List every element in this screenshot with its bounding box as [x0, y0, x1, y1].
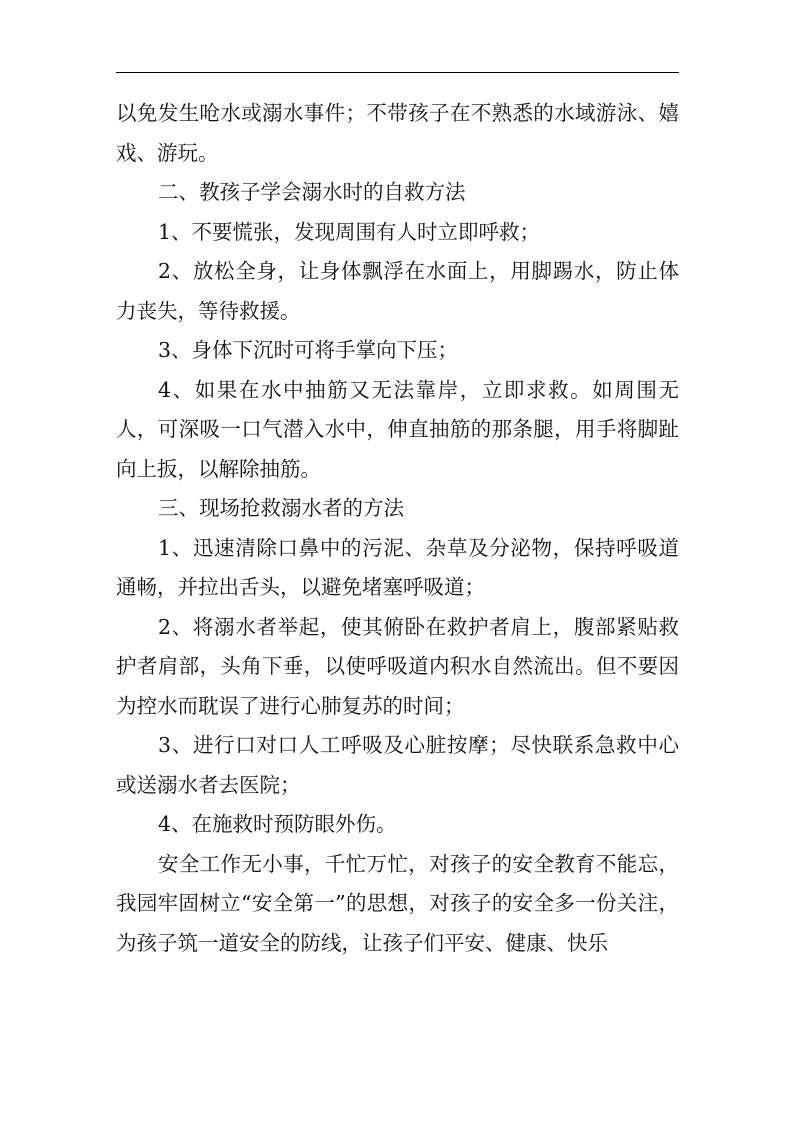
paragraph: 3、身体下沉时可将手掌向下压；	[158, 338, 459, 362]
paragraph: 2、将溺水者举起，使其俯卧在救护者肩上，腹部紧贴救护者肩部，头角下垂，以使呼吸道内积水自然流出。但不要因为控水而耽误了进行心肺复苏的时间；	[116, 614, 679, 718]
paragraph: 3、进行口对口人工呼吸及心脏按摩；尽快联系急救中心或送溺水者去医院；	[116, 733, 679, 797]
paragraph: 4、在施救时预防眼外伤。	[158, 812, 397, 836]
section-heading: 三、现场抢救溺水者的方法	[158, 496, 404, 520]
paragraph: 4、如果在水中抽筋又无法靠岸，立即求救。如周围无人，可深吸一口气潜入水中，伸直抽筋的那条腿，用手将脚趾向上扳，以解除抽筋。	[116, 377, 679, 481]
paragraph: 安全工作无小事，千忙万忙，对孩子的安全教育不能忘，我园牢固树立“安全第一”的思想，对孩子的安全多一份关注，为孩子筑一道安全的防线，让孩子们平安、健康、快乐	[116, 851, 679, 955]
section-heading: 二、教孩子学会溺水时的自救方法	[158, 180, 466, 204]
document-body	[116, 94, 679, 963]
paragraph: 1、不要慌张，发现周围有人时立即呼救；	[158, 219, 541, 244]
paragraph: 1、迅速清除口鼻中的污泥、杂草及分泌物，保持呼吸道通畅，并拉出舌头，以避免堵塞呼吸道；	[116, 535, 679, 599]
paragraph: 以免发生呛水或溺水事件；不带孩子在不熟悉的水域游泳、嬉戏、游玩。	[116, 101, 679, 165]
paragraph: 2、放松全身，让身体飘浮在水面上，用脚踢水，防止体力丧失，等待救援。	[116, 259, 679, 323]
header-rule	[116, 72, 679, 73]
